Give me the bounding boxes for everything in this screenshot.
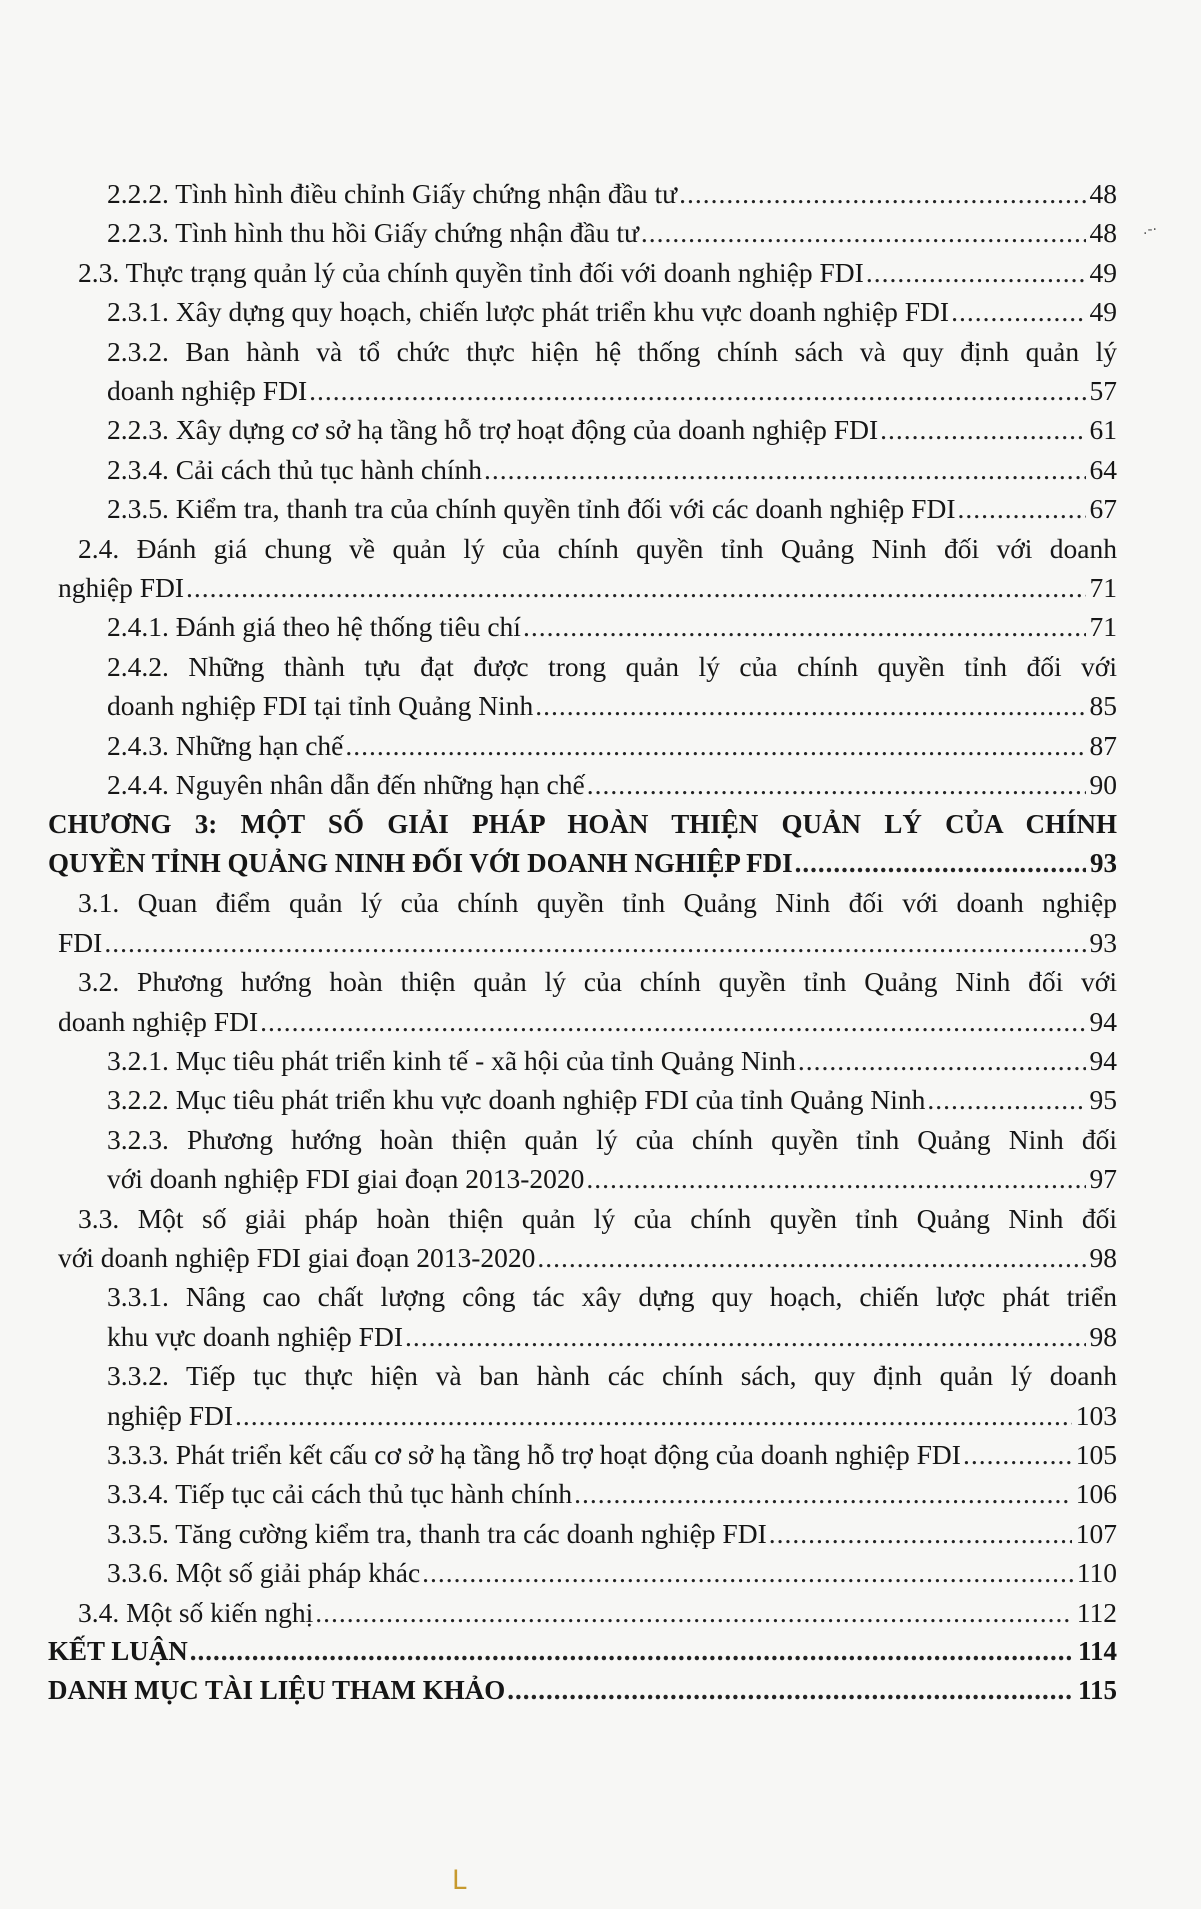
toc-entry-title-line: QUYỀN TỈNH QUẢNG NINH ĐỐI VỚI DOANH NGHIỆP FDI [48,847,793,878]
toc-page-number: 87 [1089,729,1117,761]
toc-page-number: 57 [1089,375,1117,407]
toc-entry-title-line: với doanh nghiệp FDI giai đoạn 2013-2020 [58,1241,536,1273]
toc-entry-title-line: 3.3.3. Phát triển kết cấu cơ sở hạ tầng hỗ trợ hoạt động của doanh nghiệp FDI [107,1439,961,1470]
toc-page-number: 103 [1075,1399,1117,1431]
toc-entry [107,607,1117,646]
toc-entry [107,410,1117,449]
toc-entry-title-line: 2.3. Thực trạng quản lý của chính quyền tỉnh đối với doanh nghiệp FDI [78,256,864,288]
toc-entry-title-line: 3.2. Phương hướng hoàn thiện quản lý của chính quyền tỉnh Quảng Ninh đối với [78,966,1117,998]
toc-page-number: 114 [1077,1636,1117,1667]
toc-entry-title-line: 2.4.4. Nguyên nhân dẫn đến những hạn chế [107,769,585,801]
toc-page-number: 105 [1075,1439,1117,1470]
toc-entry-title-line: 3.3.5. Tăng cường kiểm tra, thanh tra các doanh nghiệp FDI [107,1517,767,1549]
toc-page-number: 112 [1076,1596,1117,1628]
toc-page-number: 97 [1089,1163,1117,1195]
toc-entry-title-line: khu vực doanh nghiệp FDI [107,1320,403,1352]
toc-entry-title-line: 2.2.2. Tình hình điều chỉnh Giấy chứng nhận đầu tư [107,178,678,209]
toc-page-number: 107 [1075,1517,1117,1549]
toc-page-number: 71 [1089,572,1117,604]
toc-page-number: 98 [1089,1241,1117,1273]
toc-page-number: 106 [1075,1478,1117,1510]
toc-entry [58,883,1117,962]
toc-entry [107,292,1117,331]
toc-entry-title-line: 2.2.3. Xây dựng cơ sở hạ tầng hỗ trợ hoạt động của doanh nghiệp FDI [107,414,879,446]
dot-leader [587,765,1086,804]
toc-entry-title-line: 2.4.1. Đánh giá theo hệ thống tiêu chí [107,611,521,643]
scan-speck-mark: .-· [1143,222,1157,238]
toc-entry-title-line: doanh nghiệp FDI [58,1005,259,1037]
dot-leader [235,1396,1072,1435]
toc-entry-title-line: 3.2.2. Mục tiêu phát triển khu vực doanh nghiệp FDI của tỉnh Quảng Ninh [107,1084,926,1116]
toc-entry [58,529,1117,608]
toc-page-number: 115 [1077,1675,1117,1706]
toc-page-number: 67 [1089,493,1117,525]
dot-leader [927,1080,1085,1119]
dot-leader [586,1159,1085,1198]
dot-leader [574,1474,1072,1513]
toc-page-number: 98 [1089,1320,1117,1352]
toc-entry-title-line: 3.1. Quan điểm quản lý của chính quyền tỉnh Quảng Ninh đối với doanh nghiệp [78,887,1117,919]
toc-entry [78,253,1117,292]
toc-entry-title-line: với doanh nghiệp FDI giai đoạn 2013-2020 [107,1163,585,1195]
toc-entry [48,1671,1117,1710]
toc-entry [107,1041,1117,1080]
toc-page-number: 71 [1089,611,1117,643]
dot-leader [795,844,1086,883]
toc-entry-title-line: 3.3.6. Một số giải pháp khác [107,1557,421,1589]
toc-entry-title-line: 2.3.2. Ban hành và tổ chức thực hiện hệ thống chính sách và quy định quản lý [107,335,1117,367]
dot-leader [798,1041,1086,1080]
dot-leader [769,1514,1072,1553]
toc-entry-title-line: 2.3.1. Xây dựng quy hoạch, chiến lược phát triển khu vực doanh nghiệp FDI [107,296,950,328]
toc-entry [58,1199,1117,1278]
toc-entry [107,1514,1117,1553]
toc-entry [107,1080,1117,1119]
dot-leader [679,174,1085,213]
toc-entry-title-line: nghiệp FDI [107,1399,234,1431]
toc-entry-title-line: KẾT LUẬN [48,1636,188,1667]
dot-leader [866,253,1086,292]
toc-page-number: 93 [1089,926,1117,958]
toc-entry-title-line: 2.3.4. Cải cách thủ tục hành chính [107,453,482,485]
toc-page-number: 85 [1089,690,1117,722]
toc-entry-title-line: 3.4. Một số kiến nghị [78,1596,314,1628]
toc-entry-title-line: FDI [58,926,103,958]
toc-entry-title-line: 2.4.3. Những hạn chế [107,729,344,761]
toc-page-number: 48 [1089,217,1117,249]
toc-page-number: 49 [1089,256,1117,288]
toc-entry [107,1356,1117,1435]
dot-leader [951,292,1085,331]
toc-page-number: 48 [1089,178,1117,209]
toc-entry-title-line: 3.3. Một số giải pháp hoàn thiện quản lý của chính quyền tỉnh Quảng Ninh đối [78,1202,1117,1234]
toc-entry [78,1593,1117,1632]
toc-entry-title-line: 3.3.2. Tiếp tục thực hiện và ban hành các chính sách, quy định quản lý doanh [107,1360,1117,1392]
dot-leader [641,213,1086,252]
toc-page-number: 90 [1089,769,1117,801]
toc-entry [58,962,1117,1041]
toc-entry-title-line: doanh nghiệp FDI [107,375,308,407]
dot-leader [315,1593,1072,1632]
dot-leader [104,923,1085,962]
toc-entry-title-line: 2.4. Đánh giá chung về quản lý của chính quyền tỉnh Quảng Ninh đối với doanh [78,532,1117,564]
dot-leader [309,371,1085,410]
toc-entry [107,1277,1117,1356]
dot-leader [484,450,1086,489]
scan-bottom-mark: ᒪ [452,1866,467,1896]
toc-page-number: 93 [1090,847,1117,878]
dot-leader [186,568,1085,607]
toc-entry [107,213,1117,252]
toc-entry-title-line: 3.2.1. Mục tiêu phát triển kinh tế - xã hội của tỉnh Quảng Ninh [107,1044,796,1076]
toc-entry [107,1435,1117,1474]
dot-leader [422,1553,1073,1592]
toc-page-number: 110 [1076,1557,1117,1589]
toc-page-number: 61 [1089,414,1117,446]
toc-page-number: 64 [1089,453,1117,485]
toc-entry [107,726,1117,765]
toc-page-number: 94 [1089,1005,1117,1037]
toc-entry-title-line: DANH MỤC TÀI LIỆU THAM KHẢO [48,1675,506,1706]
toc-page-number: 95 [1089,1084,1117,1116]
dot-leader [537,1238,1085,1277]
dot-leader [405,1317,1086,1356]
toc-entry [107,450,1117,489]
toc-page-number: 49 [1089,296,1117,328]
toc-entry [107,489,1117,528]
toc-entry [107,174,1117,213]
toc-entry [48,805,1117,884]
toc-entry-title-line: 3.3.4. Tiếp tục cải cách thủ tục hành chính [107,1478,573,1510]
toc-entry [107,647,1117,726]
toc-entry-title-line: 3.2.3. Phương hướng hoàn thiện quản lý của chính quyền tỉnh Quảng Ninh đối [107,1123,1117,1155]
dot-leader [345,726,1085,765]
toc-entry-title-line: doanh nghiệp FDI tại tỉnh Quảng Ninh [107,690,534,722]
dot-leader [535,686,1085,725]
toc-entry-title-line: 3.3.1. Nâng cao chất lượng công tác xây dựng quy hoạch, chiến lược phát triển [107,1281,1117,1313]
dot-leader [958,489,1086,528]
toc-entry [107,765,1117,804]
toc-entry-title-line: nghiệp FDI [58,572,185,604]
dot-leader [963,1435,1072,1474]
dot-leader [507,1671,1074,1710]
dot-leader [523,607,1086,646]
toc-entry-title-line: CHƯƠNG 3: MỘT SỐ GIẢI PHÁP HOÀN THIỆN QUẢN LÝ CỦA CHÍNH [48,808,1117,839]
toc-entry [107,332,1117,411]
toc-entry [107,1120,1117,1199]
toc-entry-title-line: 2.3.5. Kiểm tra, thanh tra của chính quyền tỉnh đối với các doanh nghiệp FDI [107,493,956,525]
toc-entry [48,1632,1117,1671]
dot-leader [260,1002,1085,1041]
toc-entry [107,1553,1117,1592]
toc-entry-title-line: 2.4.2. Những thành tựu đạt được trong quản lý của chính quyền tỉnh đối với [107,650,1117,682]
toc-entry [107,1474,1117,1513]
dot-leader [190,1632,1074,1671]
toc-entry-title-line: 2.2.3. Tình hình thu hồi Giấy chứng nhận đầu tư [107,217,639,249]
toc-page-number: 94 [1089,1044,1117,1076]
dot-leader [880,410,1085,449]
table-of-contents [0,174,1201,1711]
